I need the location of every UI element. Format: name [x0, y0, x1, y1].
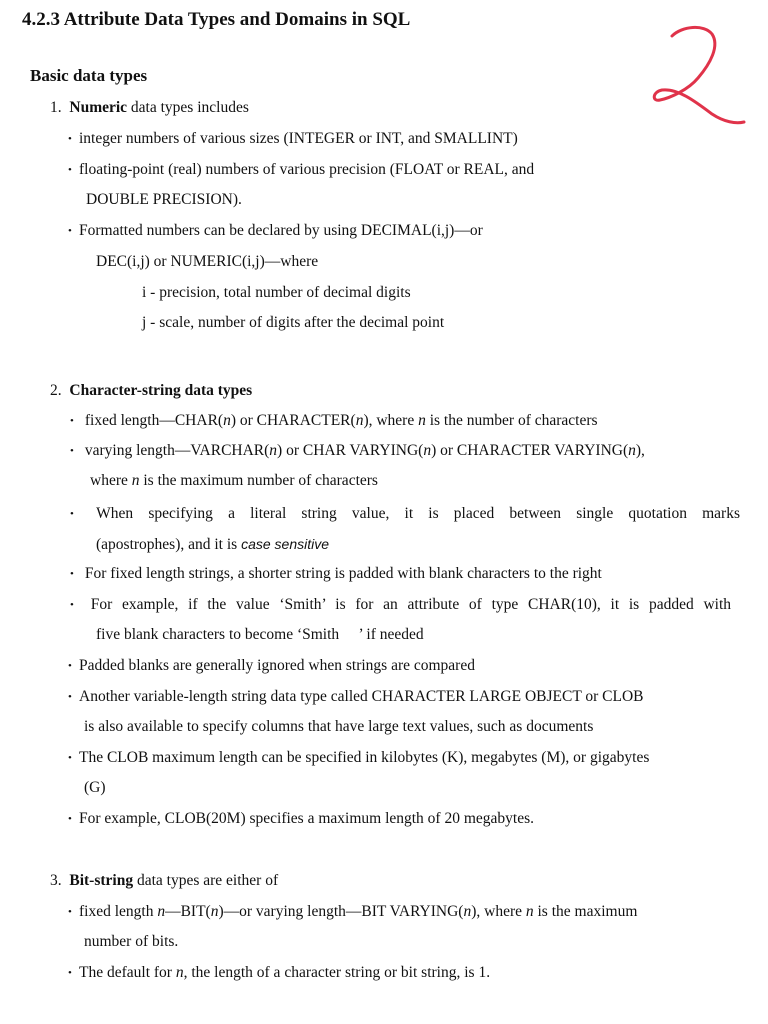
character-section-title: 2. Character-string data types: [50, 382, 253, 399]
bit-string-section-title: 3. Bit-string data types are either of: [50, 872, 279, 889]
bullet-icon: •: [68, 164, 72, 176]
list-item-continuation: DOUBLE PRECISION).: [86, 191, 242, 208]
list-item: • The CLOB maximum length can be specified in kilobytes (K), megabytes (M), or gigabytes: [68, 749, 650, 766]
bullet-icon: •: [70, 568, 74, 580]
bullet-icon: •: [68, 813, 72, 825]
list-item: • integer numbers of various sizes (INTEGER or INT, and SMALLINT): [68, 130, 518, 147]
definition-line: i - precision, total number of decimal digits: [142, 284, 411, 301]
list-item-continuation: number of bits.: [84, 933, 179, 950]
list-item-continuation: is also available to specify columns that have large text values, such as documents: [84, 718, 594, 735]
list-item: • For example, CLOB(20M) specifies a maximum length of 20 megabytes.: [68, 810, 535, 827]
list-item: • The default for n, the length of a character string or bit string, is 1.: [68, 964, 491, 981]
section-number: 4.2.3: [22, 9, 60, 30]
bullet-icon: •: [68, 906, 72, 918]
list-item-continuation: five blank characters to become ‘Smith ’ if needed: [96, 626, 424, 643]
bullet-icon: •: [70, 599, 74, 611]
numeric-section-title: 1. Numeric data types includes: [50, 99, 249, 116]
section-title: Attribute Data Types and Domains in SQL: [63, 9, 411, 30]
bullet-icon: •: [70, 415, 74, 427]
list-item-continuation: (apostrophes), and it is case sensitive: [96, 536, 330, 553]
list-item: • Formatted numbers can be declared by using DECIMAL(i,j)—or: [68, 222, 483, 239]
list-item: • For fixed length strings, a shorter string is padded with blank characters to the right: [70, 565, 602, 582]
bullet-icon: •: [70, 445, 74, 457]
list-item-continuation: (G): [84, 779, 106, 796]
handwritten-two-mark: [648, 22, 748, 134]
list-item: • For example, if the value ‘Smith’ is for an attribute of type CHAR(10), it is padded with: [70, 596, 732, 613]
subheading: Basic data types: [30, 66, 148, 85]
list-item: • varying length—VARCHAR(n) or CHAR VARYING(n) or CHARACTER VARYING(n),: [70, 442, 645, 459]
list-item: • When specifying a literal string value, it is placed between single quotation marks: [70, 505, 740, 522]
list-item: • fixed length—CHAR(n) or CHARACTER(n), where n is the number of characters: [70, 412, 598, 429]
bullet-icon: •: [68, 660, 72, 672]
bullet-icon: •: [68, 691, 72, 703]
list-item: • floating-point (real) numbers of various precision (FLOAT or REAL, and: [68, 161, 535, 178]
bullet-icon: •: [70, 508, 74, 520]
list-item-continuation: DEC(i,j) or NUMERIC(i,j)—where: [96, 253, 319, 270]
bullet-icon: •: [68, 133, 72, 145]
bullet-icon: •: [68, 967, 72, 979]
list-item-continuation: where n is the maximum number of characters: [90, 472, 378, 489]
list-item: • Another variable-length string data type called CHARACTER LARGE OBJECT or CLOB: [68, 688, 644, 705]
bullet-icon: •: [68, 752, 72, 764]
definition-line: j - scale, number of digits after the decimal point: [142, 314, 445, 331]
section-heading: [22, 10, 410, 30]
list-item: • Padded blanks are generally ignored when strings are compared: [68, 657, 475, 674]
bullet-icon: •: [68, 225, 72, 237]
list-item: • fixed length n—BIT(n)—or varying length—BIT VARYING(n), where n is the maximum: [68, 903, 638, 920]
